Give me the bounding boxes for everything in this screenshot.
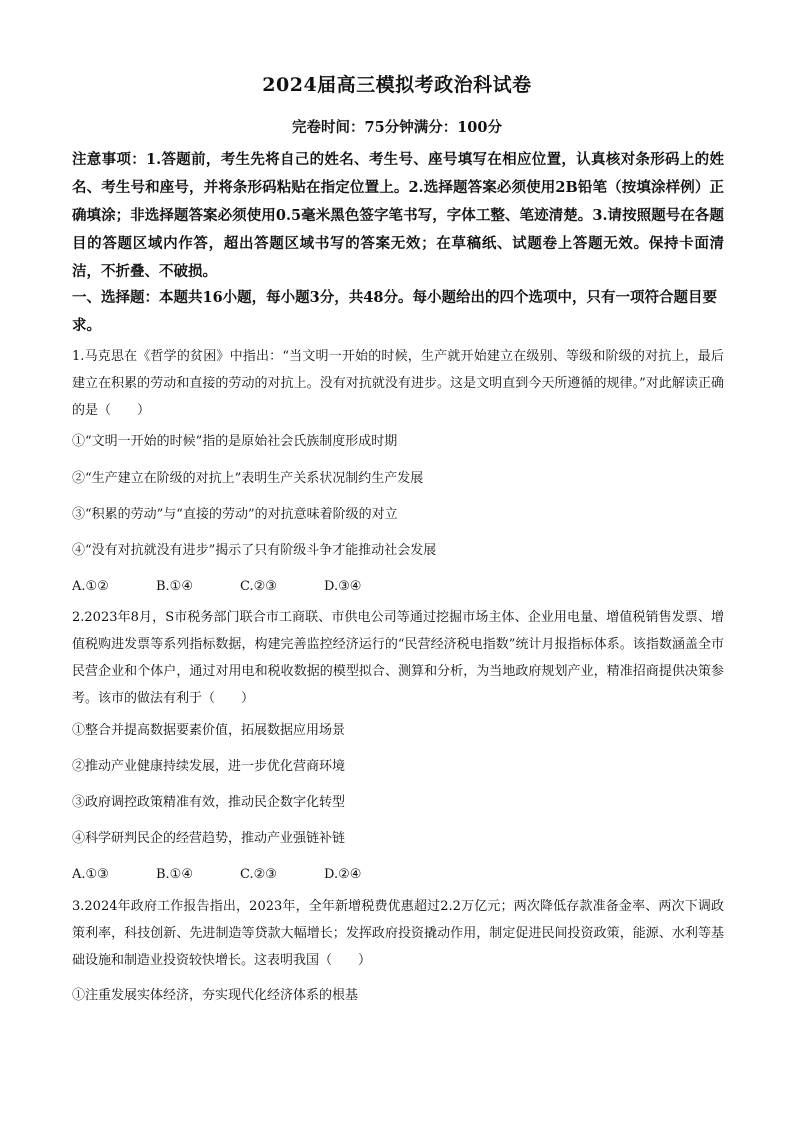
section-heading: 一、选择题：本题共16小题，每小题3分，共48分。每小题给出的四个选项中，只有一项符合题目要求。 (72, 289, 717, 334)
question-3-stem: 3.2024年政府工作报告指出，2023年，全年新增税费优惠超过2.2万亿元；两次降低存款准备金率、两次下调政策利率，科技创新、先进制造等贷款大幅增长；发挥政府投资撬动作用，制定促进民间投资政策，能源、水利等基础设施和制造业投资较快增长。这表明我国（ ） (72, 899, 724, 968)
question-2-option-4: ④科学研判民企的经营趋势，推动产业强链补链 (72, 831, 346, 846)
question-2-choices (72, 865, 408, 885)
question-1-option-3: ③“积累的劳动”与“直接的劳动”的对抗意味着阶级的对立 (72, 507, 398, 522)
question-2-option-2: ②推动产业健康持续发展，进一步优化营商环境 (72, 759, 346, 774)
choice-c: C.②③ (240, 579, 277, 594)
choice-d: D.③④ (324, 579, 362, 594)
choice-b: B.①④ (156, 867, 193, 882)
question-1-option-1: ①“文明一开始的时候”指的是原始社会氏族制度形成时期 (72, 434, 398, 449)
exam-time-score: 完卷时间：75分钟满分：100分 (292, 119, 502, 136)
question-2-option-1: ①整合并提高数据要素价值，拓展数据应用场景 (72, 723, 346, 738)
question-1-option-4: ④“没有对抗就没有进步”揭示了只有阶级斗争才能推动社会发展 (72, 543, 437, 558)
choice-c: C.②③ (240, 867, 277, 882)
choice-b: B.①④ (156, 579, 193, 594)
question-1-stem: 1.马克思在《哲学的贫困》中指出：“当文明一开始的时候，生产就开始建立在级别、等级和阶级的对抗上，最后建立在积累的劳动和直接的劳动的对抗上。没有对抗就没有进步。这是文明直到今天所遵循的规律。”对此解读正确的是（ ） (72, 349, 724, 418)
notice-text: 注意事项：1.答题前，考生先将自己的姓名、考生号、座号填写在相应位置，认真核对条形码上的姓名、考生号和座号，并将条形码粘贴在指定位置上。2.选择题答案必须使用2B铅笔（按填涂样例）正确填涂；非选择题答案必须使用0.5毫米黑色签字笔书写，字体工整、笔迹清楚。3.请按照题号在各题目的答题区域内作答，超出答题区域书写的答案无效；在草稿纸、试题卷上答题无效。保持卡面清洁，不折叠、不破损。 (72, 151, 724, 280)
choice-a: A.①② (72, 579, 109, 594)
question-1-option-2: ②“生产建立在阶级的对抗上”表明生产关系状况制约生产发展 (72, 471, 424, 486)
question-2-option-3: ③政府调控政策精准有效，推动民企数字化转型 (72, 795, 346, 810)
question-2-stem: 2.2023年8月，S市税务部门联合市工商联、市供电公司等通过挖掘市场主体、企业用电量、增值税销售发票、增值税购进发票等系列指标数据，构建完善监控经济运行的“民营经济税电指数”统计月报指标体系。该指数涵盖全市民营企业和个体户，通过对用电和税收数据的模型拟合、测算和分析，为当地政府规划产业，精准招商提供决策参考。该市的做法有利于（ ） (72, 610, 724, 706)
question-3-option-1: ①注重发展实体经济，夯实现代化经济体系的根基 (72, 988, 359, 1003)
choice-a: A.①③ (72, 867, 109, 882)
choice-d: D.②④ (324, 867, 362, 882)
exam-title: 2024届高三模拟考政治科试卷 (262, 74, 532, 96)
question-1-choices (72, 577, 408, 597)
